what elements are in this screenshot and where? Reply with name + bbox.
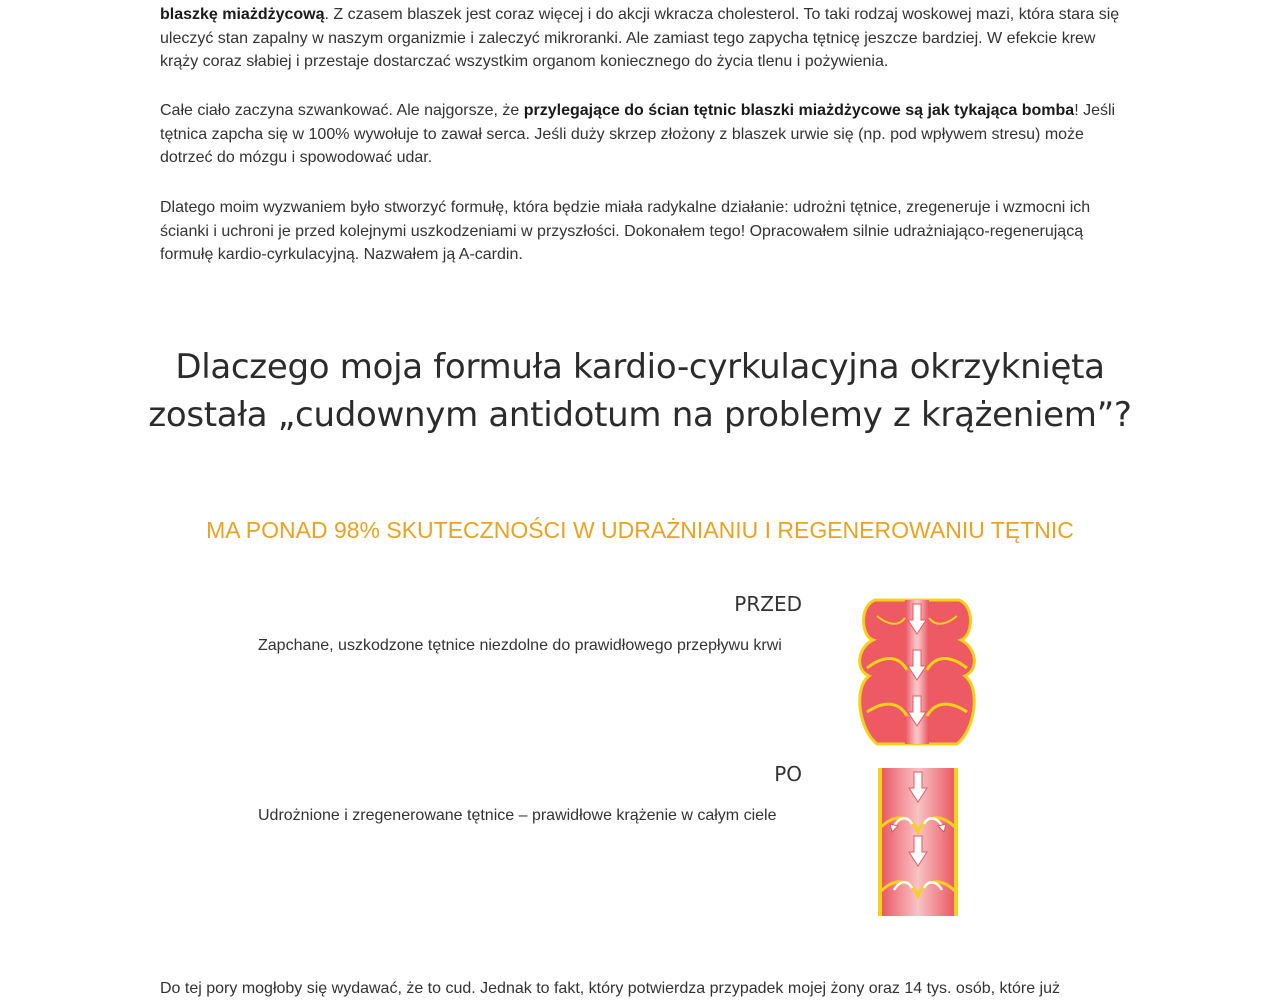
paragraph-plaque — [160, 3, 1120, 74]
paragraph-testimony — [160, 977, 1120, 1001]
after-description: Udrożnione i zregenerowane tętnice – prawidłowe krążenie w całym ciele — [258, 807, 777, 824]
headline-line-2: została „cudownym antidotum na problemy z krążeniem”? — [148, 395, 1132, 435]
paragraph-formula — [160, 196, 1120, 267]
headline-line-1: Dlaczego moja formuła kardio-cyrkulacyjna okrzyknięta — [175, 347, 1105, 387]
bold-phrase: przylegające do ścian tętnic blaszki miażdżycowe są jak tykająca bomba — [523, 102, 1075, 119]
effectiveness-subhead: MA PONAD 98% SKUTECZNOŚCI W UDRAŻNIANIU I REGENEROWANIU TĘTNIC — [206, 517, 1074, 543]
healthy-artery-icon — [872, 766, 964, 918]
section-headline — [0, 343, 1280, 439]
after-label: PO — [774, 762, 802, 786]
paragraph-text: Do tej pory mogłoby się wydawać, że to cud. Jednak to fakt, który potwierdza przypadek mojej żony oraz 14 tys. osób, które już — [160, 980, 1060, 997]
before-description: Zapchane, uszkodzone tętnice niezdolne do prawidłowego przepływu krwi — [258, 637, 782, 654]
paragraph-text: Dlatego moim wyzwaniem było stworzyć formułę, która będzie miała radykalne działanie: udrożni tętnice, zregeneruje i wzmocni ich ścianki i uchroni je przed kolejnymi uszkodzeniami w przyszłości. Dokonałem tego! Opracowałem silnie udrażniająco-regenerującą formułę kardio-cyrkulacyjną. Nazwałem ją A-cardin. — [160, 199, 1091, 263]
paragraph-text: . Z czasem blaszek jest coraz więcej i do akcji wkracza cholesterol. To taki rodzaj woskowej mazi, która stara się uleczyć stan zapalny w naszym organizmie i zaleczyć mikroranki. Ale zamiast tego zapycha tętnicę jeszcze bardziej. W efekcie krew krąży coraz słabiej i przestaje dostarczać wszystkim organom koniecznego do życia tlenu i pożywienia. — [160, 6, 1120, 70]
paragraph-text: ! Jeśli tętnica zapcha się w 100% wywołuje to zawał serca. Jeśli duży skrzep złożony z blaszek urwie się (np. pod wpływem stresu) może dotrzeć do mózgu i spowodować udar. — [160, 102, 1116, 166]
paragraph-danger — [160, 99, 1120, 170]
paragraph-text: Całe ciało zaczyna szwankować. Ale najgorsze, że — [160, 102, 524, 119]
before-label: PRZED — [734, 592, 802, 616]
bold-phrase: blaszkę miażdżycową — [160, 6, 325, 23]
clogged-artery-icon — [855, 596, 979, 748]
